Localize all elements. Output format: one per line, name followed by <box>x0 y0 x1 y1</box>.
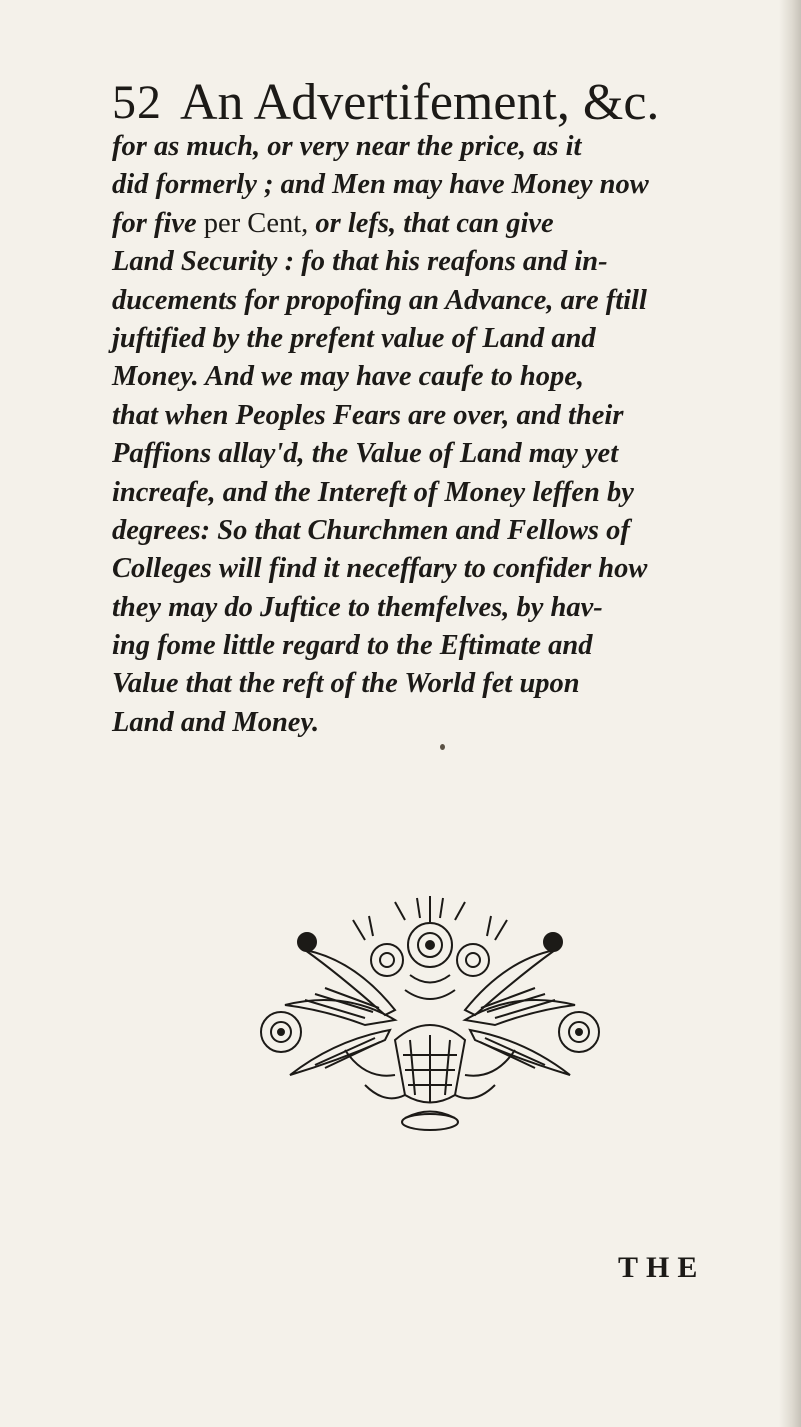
text-run: that when Peoples Fears are over, and their <box>112 399 624 431</box>
text-line <box>112 397 752 435</box>
text-line <box>112 282 752 320</box>
text-run: ing fome little regard to the Eftimate and <box>112 630 593 662</box>
page-edge-shadow <box>779 0 801 1427</box>
text-run: increafe, and the Intereft of Money leffen by <box>112 476 634 508</box>
text-line <box>112 435 752 473</box>
text-line <box>112 128 752 166</box>
text-run: they may do Juftice to themfelves, by hav- <box>112 591 603 623</box>
text-run: did formerly ; and Men may have Money now <box>112 169 649 201</box>
text-line <box>112 665 752 703</box>
text-run: Land and Money. <box>112 706 320 738</box>
text-line <box>112 166 752 204</box>
text-run: juftified by the prefent value of Land and <box>112 322 596 354</box>
text-line <box>112 243 752 281</box>
text-line <box>112 550 752 588</box>
floral-tailpiece-icon <box>245 890 615 1140</box>
text-run: Colleges will find it neceffary to confider how <box>112 553 648 585</box>
text-line <box>112 704 752 742</box>
text-run: Value that the reft of the World fet upon <box>112 668 580 700</box>
text-line <box>112 205 752 243</box>
catchword: THE <box>618 1251 706 1284</box>
text-line <box>112 589 752 627</box>
text-run: ducements for propofing an Advance, are ftill <box>112 284 647 316</box>
text-run: per Cent, <box>203 207 309 239</box>
ink-speck <box>440 744 445 750</box>
text-line <box>112 627 752 665</box>
text-run: Land Security : fo that his reafons and in- <box>112 246 608 278</box>
running-head-title: An Advertifement, &c. <box>180 74 660 131</box>
text-line <box>112 320 752 358</box>
text-run: degrees: So that Churchmen and Fellows of <box>112 514 630 546</box>
text-run: Money. And we may have caufe to hope, <box>112 361 585 393</box>
text-run: Paffions allay'd, the Value of Land may yet <box>112 438 619 470</box>
text-run: for as much, or very near the price, as it <box>112 131 582 162</box>
text-run: for five <box>112 207 204 239</box>
body-paragraph <box>112 128 752 742</box>
text-run: or lefs, that can give <box>308 207 554 239</box>
page-number: 52 <box>112 76 162 129</box>
text-line <box>112 512 752 550</box>
text-line <box>112 358 752 396</box>
text-line <box>112 474 752 512</box>
